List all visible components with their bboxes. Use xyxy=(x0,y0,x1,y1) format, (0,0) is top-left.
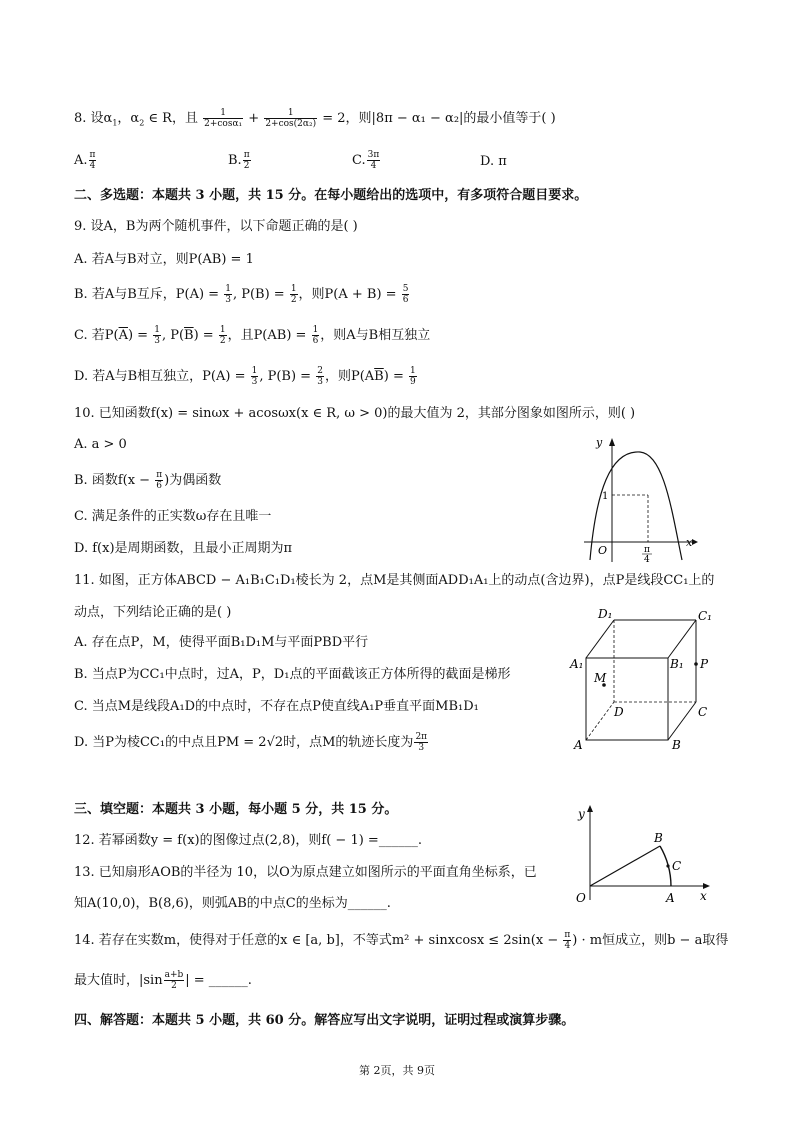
cube-label-d1: D₁ xyxy=(598,607,613,621)
cube-edge-ad xyxy=(586,702,614,740)
cube-label-m: M xyxy=(594,671,607,685)
q8-option-c: C. $\frac{3\pi}{4}$ xyxy=(352,150,380,171)
cube-edge-b1c1 xyxy=(668,620,696,658)
cube-label-b: B xyxy=(672,738,681,752)
q8-option-b: B. $\frac{\pi}{2}$ xyxy=(228,150,250,171)
q10-stem: 10. 已知函数f(x) = sinωx + acosωx(x ∈ R, ω > 0)的最大值为 2，其部分图象如图所示，则( ) xyxy=(74,406,636,421)
q11-option-d: D. 当P为棱CC₁的中点且PM = 2√2时，点M的轨迹长度为 $\frac{2\pi}{3}$ xyxy=(74,732,428,753)
q13-y-arrow xyxy=(587,805,593,812)
q13-line-1: 13. 已知扇形AOB的半径为 10，以O为原点建立如图所示的平面直角坐标系，已 xyxy=(74,865,537,880)
q9-option-b: B. 若A与B互斥，P(A) = $\frac{1}{3}$ , P(B) = $\frac{1}{2}$ ，则P(A + B) = $\frac{5}{6}$ xyxy=(74,284,409,305)
q13-y-label: y xyxy=(578,807,585,821)
q11-option-c: C. 当点M是线段A₁D的中点时，不存在点P使直线A₁P垂直平面MB₁D₁ xyxy=(74,699,479,714)
q14-line-1: 14. 若存在实数m，使得对于任意的x ∈ [a, b]，不等式m² + sinxcosx ≤ 2sin(x − $\frac{\pi}{4}$ ) · m恒成立，则b − a取得 xyxy=(74,930,729,951)
cube-label-a1: A₁ xyxy=(570,657,584,671)
cube-label-b1: B₁ xyxy=(670,657,684,671)
q9-option-c: C. 若$P(\overline{A})$ = $\frac{1}{3}$ , $P(\overline{B})$ = $\frac{1}{2}$ ，且P(AB) = $\frac{1}{6}$ ，则A与B相互独立 xyxy=(74,325,431,346)
q10-x-arrow xyxy=(692,539,698,545)
cube-label-p: P xyxy=(700,657,709,671)
section-4-heading: 四、解答题：本题共 5 小题，共 60 分。解答应写出文字说明，证明过程或演算步骤。 xyxy=(74,1013,575,1028)
q11-stem-2: 动点，下列结论正确的是( ) xyxy=(74,605,232,620)
q10-option-b: B. 函数f(x − $\frac{\pi}{6}$ )为偶函数 xyxy=(74,470,222,491)
q11-option-a: A. 存在点P，M，使得平面B₁D₁M与平面PBD平行 xyxy=(74,635,369,650)
q11-stem-1: 11. 如图，正方体ABCD − A₁B₁C₁D₁棱长为 2，点M是其侧面ADD₁A₁上的动点(含边界)，点P是线段CC₁上的 xyxy=(74,573,715,588)
q10-option-a: A. a > 0 xyxy=(74,437,127,452)
q10-x-label: x xyxy=(686,536,693,549)
page-footer: 第 2页，共 9页 xyxy=(359,1064,435,1077)
q10-one: 1 xyxy=(602,491,609,502)
q8-option-d: D. π xyxy=(480,154,507,169)
q9-stem: 9. 设A，B为两个随机事件，以下命题正确的是( ) xyxy=(74,219,358,234)
q9-option-d: D. 若A与B相互独立，P(A) = $\frac{1}{3}$ , P(B) = $\frac{2}{3}$ ，则$P(A\overline{B})$ = $\frac{1}{9}$ xyxy=(74,366,416,387)
q13-b-label: B xyxy=(654,831,663,845)
q13-figure xyxy=(564,800,714,910)
q13-c-label: C xyxy=(672,859,682,873)
q8-option-a: A. $\frac{\pi}{4}$ xyxy=(74,150,96,171)
cube-label-c: C xyxy=(698,705,708,719)
cube-label-c1: C₁ xyxy=(698,609,712,623)
q11-cube xyxy=(568,606,718,752)
q14-line-2: 最大值时，|sin $\frac{a+b}{2}$ | = ______. xyxy=(74,970,252,991)
q9-option-a: A. 若A与B对立，则P(AB) = 1 xyxy=(74,252,254,267)
q12-stem: 12. 若幂函数y = f(x)的图像过点(2,8)，则f( − 1) =______. xyxy=(74,833,422,848)
q10-y-arrow xyxy=(609,438,615,446)
q13-radius-ob xyxy=(590,846,660,886)
q8-stem: 8. 设$\alpha_1$，$\alpha_2$ ∈ R，且 $\frac{1}{\text{2+cosα₁}}$ + $\frac{1}{\text{2+cos(2α₂)}}$ = 2，则|8π − α₁ − α₂|的最小值等于( ) xyxy=(74,108,556,129)
q8-frac-1: $\frac{1}{\text{2+cosα₁}}$ xyxy=(204,108,243,129)
cube-label-d: D xyxy=(614,705,624,719)
q13-a-label: A xyxy=(666,891,675,905)
q10-option-c: C. 满足条件的正实数ω存在且唯一 xyxy=(74,509,272,524)
q10-origin: O xyxy=(598,544,608,557)
q10-y-label: y xyxy=(596,436,603,449)
q10-four: 4 xyxy=(644,555,650,564)
q13-o-label: O xyxy=(576,891,586,905)
q8-frac-2: $\frac{1}{\text{2+cos(2α₂)}}$ xyxy=(265,108,317,129)
section-2-heading: 二、多选题：本题共 3 小题，共 15 分。在每小题给出的选项中，有多项符合题目要求。 xyxy=(74,188,588,203)
cube-edge-a1d1 xyxy=(586,620,614,658)
q10-pi: π xyxy=(644,545,650,555)
cube-edge-bc xyxy=(668,702,696,740)
cube-point-p xyxy=(694,662,698,666)
q11-option-b: B. 当点P为CC₁中点时，过A，P，D₁点的平面截该正方体所得的截面是梯形 xyxy=(74,667,511,682)
cube-label-a: A xyxy=(574,738,583,752)
q10-option-d: D. f(x)是周期函数，且最小正周期为π xyxy=(74,541,293,556)
q13-line-2: 知A(10,0)，B(8,6)，则弧AB的中点C的坐标为______. xyxy=(74,896,391,911)
section-3-heading: 三、填空题：本题共 3 小题，每小题 5 分，共 15 分。 xyxy=(74,802,398,817)
q10-graph xyxy=(572,432,702,564)
q13-point-c xyxy=(666,864,669,867)
q13-x-label: x xyxy=(700,889,707,903)
